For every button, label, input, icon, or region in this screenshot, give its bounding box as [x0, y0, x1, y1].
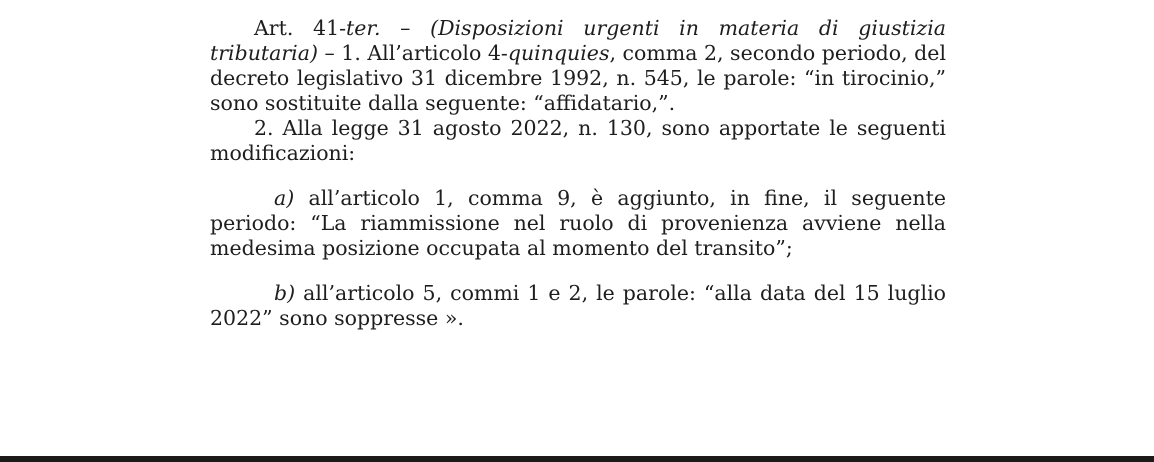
paragraph-1-italic: quinquies	[507, 41, 610, 65]
item-b-label: b)	[274, 281, 296, 305]
document-body	[210, 16, 946, 331]
article-suffix: ter.	[346, 16, 381, 40]
bottom-divider	[0, 456, 1154, 462]
article-paragraph-2	[210, 116, 946, 166]
article-dash: –	[380, 16, 431, 40]
article-paragraph-1	[210, 16, 946, 116]
item-b-text: all’articolo 5, commi 1 e 2, le parole: “alla data del 15 luglio 2022” sono soppresse ».	[210, 281, 946, 330]
item-a-label: a)	[274, 186, 295, 210]
article-title: (Disposizioni urgenti in materia di giustizia tributaria)	[210, 16, 946, 65]
list-item-a	[210, 186, 946, 261]
article-number: Art. 41-	[254, 16, 347, 40]
paragraph-2-text: 2. Alla legge 31 agosto 2022, n. 130, sono apportate le seguenti modificazioni:	[210, 116, 946, 165]
paragraph-1-lead: – 1. All’articolo 4-	[317, 41, 508, 65]
item-a-text: all’articolo 1, comma 9, è aggiunto, in fine, il seguente periodo: “La riammissione nel ruolo di provenienza avviene nella medesima posizione occupata al momento del transito”;	[210, 186, 946, 260]
paragraph-1-rest: , comma 2, secondo periodo, del decreto legislativo 31 dicembre 1992, n. 545, le parole: “in tirocinio,” sono sostituite dalla seguente: “affidatario,”.	[210, 41, 946, 115]
list-item-b	[210, 281, 946, 331]
